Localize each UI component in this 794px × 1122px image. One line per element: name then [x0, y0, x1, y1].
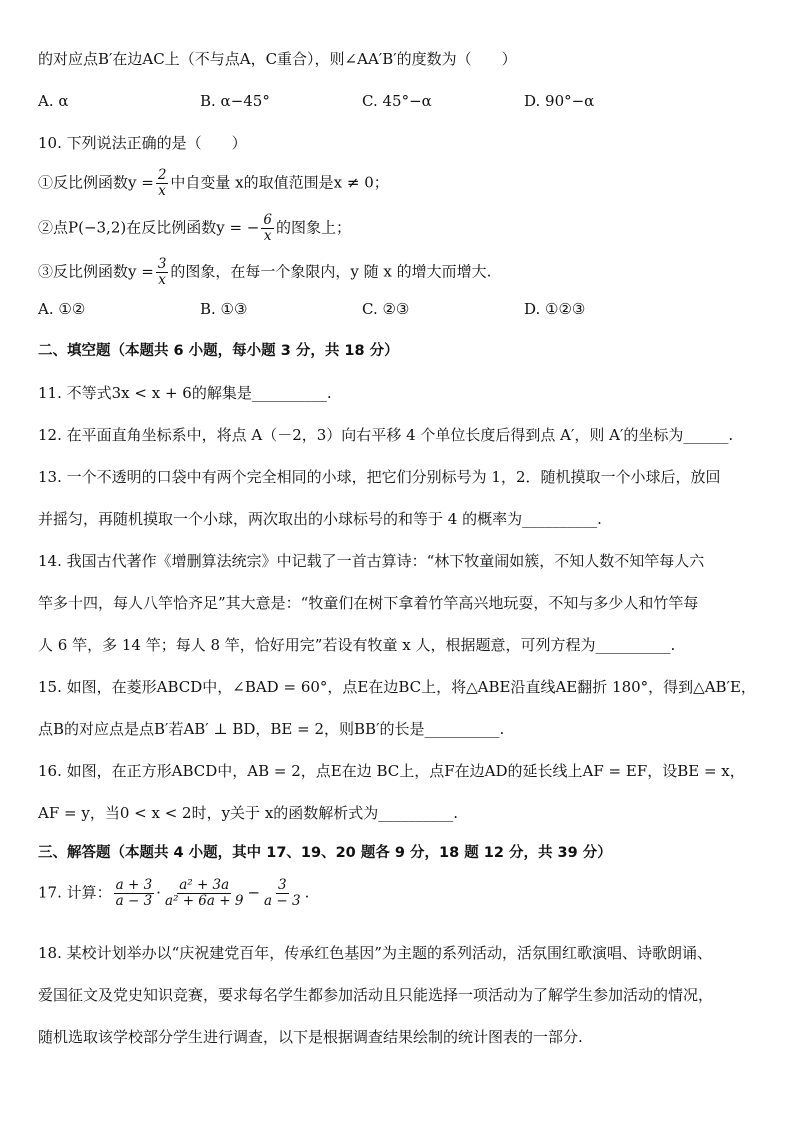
fraction: $\frac{\text{a² + 3a}}{\text{a² + 6a + 9}}$ — [164, 877, 244, 909]
q18-line-1: 18. 某校计划举办以“庆祝建党百年，传承红色基因”为主题的系列活动，活氛围红歌演唱、诗歌朗诵、 — [38, 944, 712, 962]
q9-option-b: B. α−45° — [200, 92, 270, 110]
fraction: $\frac{a + 3}{a - 3}$ — [115, 877, 153, 909]
q10-options — [38, 298, 756, 320]
q13-line-2: 并摇匀，再随机摸取一个小球，两次取出的小球标号的和等于 4 的概率为__________. — [38, 510, 602, 528]
q18-line-3: 随机选取该学校部分学生进行调查，以下是根据调查结果绘制的统计图表的一部分. — [38, 1028, 583, 1046]
q14-line-2: 竿多十四，每人八竿恰齐足”其大意是：“牧童们在树下拿着竹竿高兴地玩耍，不知与多少人和竹竿每 — [38, 594, 699, 612]
q14-line-3: 人 6 竿，多 14 竿；每人 8 竿，恰好用完”若设有牧童 x 人，根据题意，可列方程为__________. — [38, 636, 676, 654]
section-3-heading: 三、解答题（本题共 4 小题，其中 17、19、20 题各 9 分，18 题 12 分，共 39 分） — [38, 845, 612, 861]
q11: 11. 不等式3x < x + 6的解集是__________. — [38, 384, 332, 402]
q17-expression: 17. 计算： $\frac{a + 3}{a - 3}$ · $\frac{\text{a² + 3a}}{\text{a² + 6a + 9}}$ − $\frac{3}{a - 3}$ . — [38, 877, 310, 909]
q15-line-1: 15. 如图，在菱形ABCD中，∠BAD = 60°，点E在边BC上，将△ABE沿直线AE翻折 180°，得到△AB′E， — [38, 678, 756, 696]
q10-option-a: A. ①② — [38, 300, 86, 318]
q15-line-2: 点B的对应点是点B′若AB′ ⊥ BD，BE = 2，则BB′的长是__________. — [38, 720, 505, 738]
q10-statement-2: ②点P(−3,2)在反比例函数y = − $\frac{6}{x}$ 的图象上； — [38, 212, 351, 244]
q12: 12. 在平面直角坐标系中，将点 A（－2，3）向右平移 4 个单位长度后得到点 A′，则 A′的坐标为______. — [38, 426, 734, 444]
q16-line-1: 16. 如图，在正方形ABCD中，AB = 2，点E在边 BC上，点F在边AD的延长线上AF = EF，设BE = x， — [38, 762, 745, 780]
q10-statement-3: ③反比例函数y = $\frac{3}{x}$ 的图象，在每一个象限内，y 随 x 的增大而增大. — [38, 256, 492, 288]
q14-line-1: 14. 我国古代著作《增删算法统宗》中记载了一首古算诗：“林下牧童闹如簇，不知人数不知竿每人六 — [38, 552, 705, 570]
q9-option-a: A. α — [38, 92, 69, 110]
fraction: $\frac{3}{a - 3}$ — [264, 877, 301, 909]
fraction: $\frac{2}{x}$ — [157, 167, 167, 199]
q10-statement-1: ①反比例函数y = $\frac{2}{x}$ 中自变量 x的取值范围是x ≠ 0； — [38, 167, 389, 199]
q10-option-d: D. ①②③ — [524, 300, 586, 318]
section-2-heading: 二、填空题（本题共 6 小题，每小题 3 分，共 18 分） — [38, 343, 399, 359]
q9-option-c: C. 45°−α — [362, 92, 432, 110]
fraction: $\frac{6}{x}$ — [263, 212, 272, 244]
q18-line-2: 爱国征文及党史知识竞赛，要求每名学生都参加活动且只能选择一项活动为了解学生参加活动的情况， — [38, 986, 714, 1004]
q9-option-d: D. 90°−α — [524, 92, 595, 110]
q9-options — [38, 90, 756, 112]
q13-line-1: 13. 一个不透明的口袋中有两个完全相同的小球，把它们分别标号为 1，2．随机摸取一个小球后，放回 — [38, 468, 721, 486]
q9-continuation: 的对应点B′在边AC上（不与点A，C重合），则∠AA′B′的度数为（ ） — [38, 50, 517, 68]
q10-stem: 10. 下列说法正确的是（ ） — [38, 134, 247, 152]
fraction: $\frac{3}{x}$ — [157, 256, 167, 288]
q16-line-2: AF = y，当0 < x < 2时，y关于 x的函数解析式为__________. — [38, 804, 459, 822]
q10-option-b: B. ①③ — [200, 300, 248, 318]
q10-option-c: C. ②③ — [362, 300, 410, 318]
